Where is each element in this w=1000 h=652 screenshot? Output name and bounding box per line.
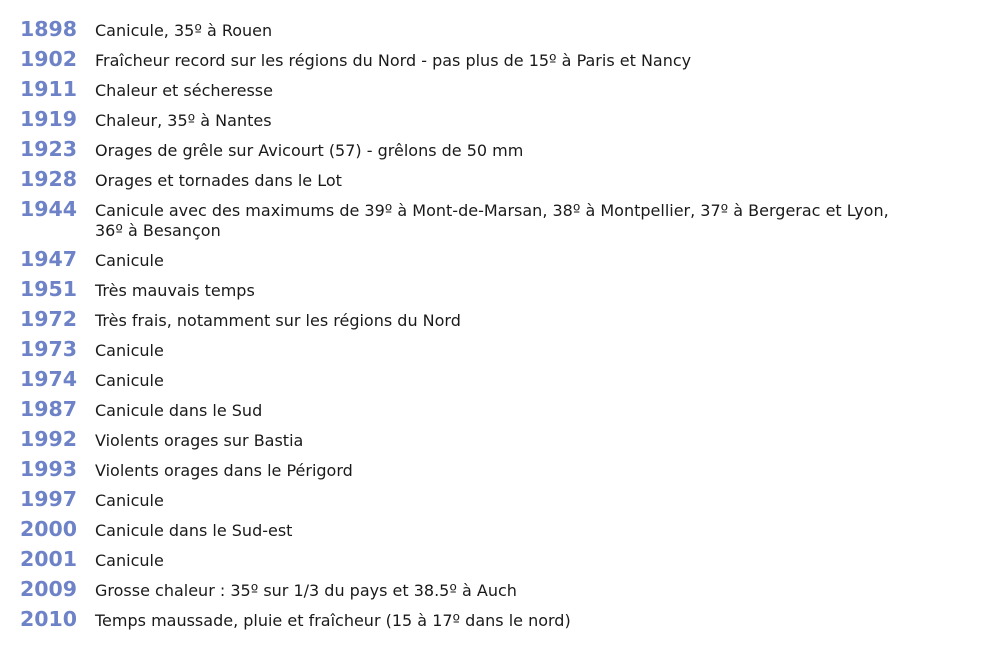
event-year: 2001: [20, 547, 78, 571]
event-year: 1944: [20, 197, 78, 221]
event-year: 2009: [20, 577, 78, 601]
event-description: Canicule, 35º à Rouen: [95, 21, 273, 40]
event-description: Canicule avec des maximums de 39º à Mont-de-Marsan, 38º à Montpellier, 37º à Bergerac et Lyon, 36º à Besançon: [95, 201, 889, 240]
event-row: [20, 244, 920, 274]
event-year: 1987: [20, 397, 78, 421]
event-description: Violents orages sur Bastia: [95, 431, 304, 450]
event-description: Très mauvais temps: [95, 281, 255, 300]
event-year: 1974: [20, 367, 78, 391]
event-row: [20, 454, 920, 484]
event-year: 1919: [20, 107, 78, 131]
event-year: 1902: [20, 47, 78, 71]
event-description: Violents orages dans le Périgord: [95, 461, 353, 480]
event-year: 1928: [20, 167, 78, 191]
event-year: 1997: [20, 487, 78, 511]
event-row: [20, 394, 920, 424]
event-year: 1923: [20, 137, 78, 161]
event-row: [20, 364, 920, 394]
event-description: Orages et tornades dans le Lot: [95, 171, 342, 190]
event-description: Fraîcheur record sur les régions du Nord - pas plus de 15º à Paris et Nancy: [95, 51, 692, 70]
event-row: [20, 334, 920, 364]
event-row: [20, 274, 920, 304]
event-row: [20, 194, 920, 244]
weather-events-list: [20, 14, 920, 634]
event-description: Canicule dans le Sud: [95, 401, 263, 420]
event-row: [20, 164, 920, 194]
event-description: Chaleur et sécheresse: [95, 81, 273, 100]
event-row: [20, 574, 920, 604]
event-row: [20, 514, 920, 544]
event-year: 2010: [20, 607, 78, 631]
event-row: [20, 44, 920, 74]
event-description: Canicule: [95, 551, 164, 570]
event-year: 1898: [20, 17, 78, 41]
event-year: 1951: [20, 277, 78, 301]
event-description: Canicule: [95, 341, 164, 360]
event-row: [20, 424, 920, 454]
event-year: 1972: [20, 307, 78, 331]
event-description: Temps maussade, pluie et fraîcheur (15 à 17º dans le nord): [95, 611, 571, 630]
event-row: [20, 604, 920, 634]
event-row: [20, 134, 920, 164]
event-year: 1992: [20, 427, 78, 451]
event-description: Chaleur, 35º à Nantes: [95, 111, 272, 130]
event-row: [20, 544, 920, 574]
event-year: 1973: [20, 337, 78, 361]
event-row: [20, 74, 920, 104]
event-description: Orages de grêle sur Avicourt (57) - grêlons de 50 mm: [95, 141, 524, 160]
event-row: [20, 104, 920, 134]
event-row: [20, 14, 920, 44]
event-description: Canicule: [95, 371, 164, 390]
event-description: Canicule: [95, 491, 164, 510]
event-description: Très frais, notamment sur les régions du Nord: [95, 311, 461, 330]
event-description: Canicule: [95, 251, 164, 270]
event-description: Grosse chaleur : 35º sur 1/3 du pays et 38.5º à Auch: [95, 581, 517, 600]
event-row: [20, 304, 920, 334]
event-year: 1911: [20, 77, 78, 101]
event-year: 2000: [20, 517, 78, 541]
event-row: [20, 484, 920, 514]
event-year: 1947: [20, 247, 78, 271]
event-year: 1993: [20, 457, 78, 481]
event-description: Canicule dans le Sud-est: [95, 521, 293, 540]
